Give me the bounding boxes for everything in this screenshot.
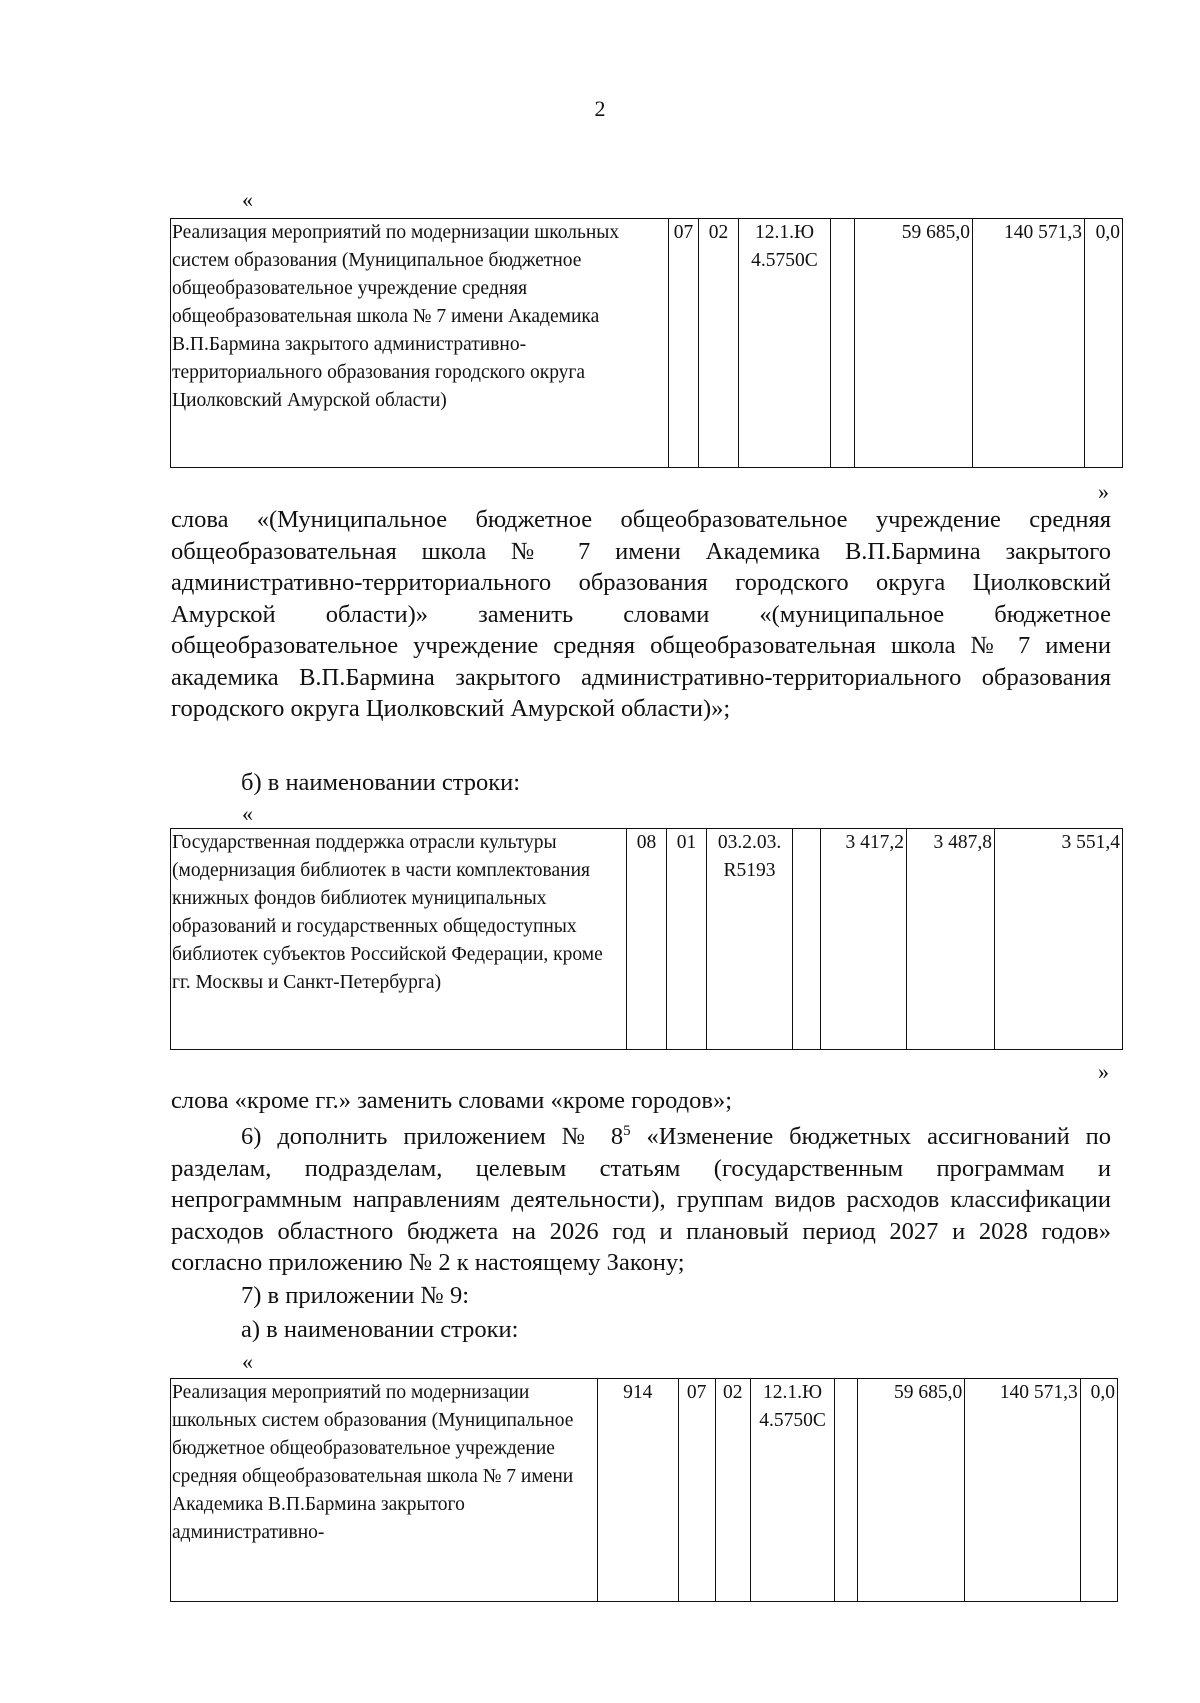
amount-2027-cell: 140 571,3 [965, 1379, 1081, 1602]
section-cell: 07 [669, 219, 699, 468]
amendment-table-2 [170, 828, 1123, 1050]
section-cell: 08 [627, 829, 667, 1050]
admin-code-cell: 914 [598, 1379, 678, 1602]
amendment-table-3 [170, 1378, 1118, 1602]
opening-quote: « [242, 1349, 253, 1374]
expense-type-cell [793, 829, 821, 1050]
row-name-cell: Государственная поддержка отрасли культуры (модернизация библиотек в части комплектования книжных фондов библиотек муниципальных образований и государственных общедоступных библиотек субъектов Российской Федерации, кроме гг. Москвы и Санкт-Петербурга) [171, 829, 627, 1050]
amendment-paragraph-2: слова «кроме гг.» заменить словами «кроме городов»; [171, 1087, 732, 1114]
section-cell: 07 [678, 1379, 715, 1602]
opening-quote: « [242, 187, 253, 212]
subsection-cell: 02 [699, 219, 739, 468]
expense-type-cell [831, 219, 855, 468]
appendix-superscript: 5 [623, 1122, 631, 1139]
table-row [171, 829, 1123, 1050]
amount-2027-cell: 140 571,3 [973, 219, 1085, 468]
amount-2026-cell: 3 417,2 [821, 829, 907, 1050]
closing-quote: » [1098, 1059, 1109, 1084]
item-b-heading: б) в наименовании строки: [241, 769, 521, 796]
item-6-text-start: 6) дополнить приложением № 8 [241, 1123, 624, 1150]
item-6-paragraph [171, 1121, 1111, 1279]
row-name-cell: Реализация мероприятий по модернизации школьных систем образования (Муниципальное бюджетное общеобразовательное учреждение средняя общеобразовательная школа № 7 имени Академика В.П.Бармина закрытого административно-территориального образования городского округа Циолковский Амурской области) [171, 219, 669, 468]
item-a-heading: а) в наименовании строки: [241, 1316, 519, 1343]
amendment-paragraph-1: слова «(Муниципальное бюджетное общеобразовательное учреждение средняя общеобразовательная школа № 7 имени Академика В.П.Бармина закрытого административно-территориального образования городского округа Циолковский Амурской области)» заменить словами «(муниципальное бюджетное общеобразовательное учреждение средняя общеобразовательная школа № 7 имени академика В.П.Бармина закрытого административно-территориального образования городского округа Циолковский Амурской области)»; [171, 506, 1111, 722]
target-article-cell: 03.2.03. R5193 [707, 829, 793, 1050]
table-row [171, 1379, 1118, 1602]
table-row [171, 219, 1123, 468]
expense-type-cell [835, 1379, 858, 1602]
item-7-heading: 7) в приложении № 9: [241, 1282, 470, 1309]
amount-2027-cell: 3 487,8 [907, 829, 995, 1050]
subsection-cell: 02 [715, 1379, 750, 1602]
amount-2028-cell: 0,0 [1080, 1379, 1117, 1602]
amount-2028-cell: 0,0 [1085, 219, 1123, 468]
closing-quote: » [1098, 479, 1109, 504]
amount-2026-cell: 59 685,0 [855, 219, 973, 468]
target-article-cell: 12.1.Ю 4.5750С [750, 1379, 835, 1602]
item-6-text-rest: «Изменение бюджетных ассигнований по разделам, подразделам, целевым статьям (государственным программам и непрограммным направлениям деятельности), группам видов расходов классификации расходов областного бюджета на 2026 год и плановый период 2027 и 2028 годов» согласно приложению № 2 к настоящему Закону; [171, 1123, 1111, 1276]
amendment-table-1 [170, 218, 1123, 468]
amount-2026-cell: 59 685,0 [857, 1379, 964, 1602]
target-article-cell: 12.1.Ю 4.5750С [739, 219, 831, 468]
subsection-cell: 01 [667, 829, 707, 1050]
amount-2028-cell: 3 551,4 [995, 829, 1123, 1050]
page-number: 2 [594, 96, 606, 121]
opening-quote: « [242, 801, 253, 826]
row-name-cell: Реализация мероприятий по модернизации школьных систем образования (Муниципальное бюджетное общеобразовательное учреждение средняя общеобразовательная школа № 7 имени Академика В.П.Бармина закрытого административно- [171, 1379, 598, 1602]
